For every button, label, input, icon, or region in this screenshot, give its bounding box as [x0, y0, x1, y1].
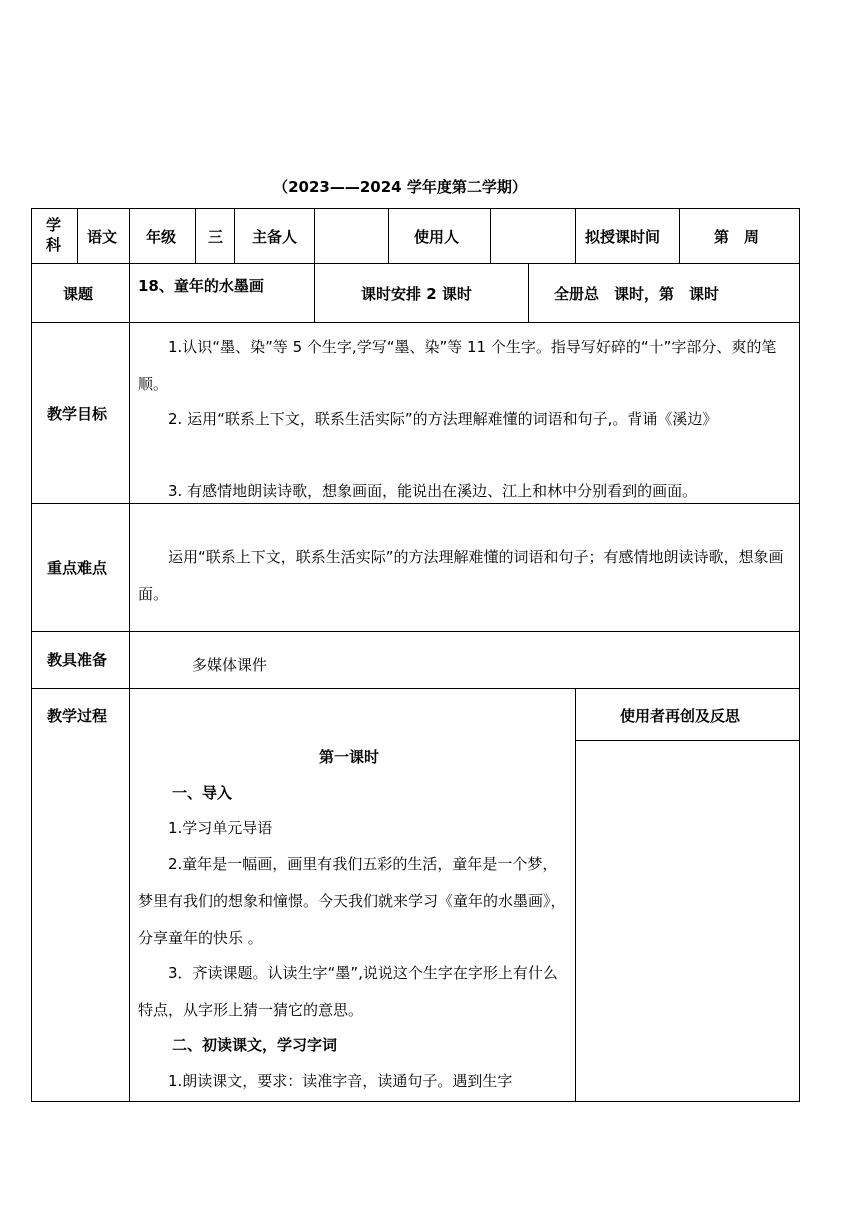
- key-points-label: 重点难点: [47, 559, 108, 577]
- process-paragraph-3: 3．齐读课题。认读生字“墨”,说说这个生字在字形上有什么特点，从字形上猜一猜它的意思。: [138, 964, 558, 1019]
- col-divider: [129, 322, 130, 1101]
- col-divider: [575, 209, 576, 263]
- preparer-label: 主备人: [252, 228, 298, 246]
- schedule-text: 课时安排 2 课时: [361, 285, 472, 303]
- key-points-text: 运用“联系上下文，联系生活实际”的方法理解难懂的词语和句子；有感情地朗读诗歌，想象画面。: [138, 548, 784, 603]
- row-divider: [575, 740, 799, 741]
- period-title: 第一课时: [319, 748, 380, 766]
- goal-item-2: 2. 运用“联系上下文，联系生活实际”的方法理解难懂的词语和句子,。背诵《溪边》: [168, 410, 718, 428]
- topic-label: 课题: [63, 285, 94, 303]
- subject-label: 学科: [46, 216, 62, 254]
- section-intro-heading: 一、导入: [172, 784, 233, 802]
- goal-item-1: 1.认识“墨、染”等 5 个生字,学写“墨、染”等 11 个生字。指导写好碎的“十”字部分、爽的笔顺。: [138, 338, 777, 393]
- subject-value: 语文: [87, 228, 118, 246]
- col-divider: [388, 209, 389, 263]
- process-paragraph-4: 1.朗读课文，要求：读准字音，读通句子。遇到生字: [168, 1072, 513, 1090]
- grade-value: 三: [208, 228, 224, 246]
- reflection-label: 使用者再创及反思: [620, 707, 741, 725]
- col-divider: [490, 209, 491, 263]
- col-divider: [575, 688, 576, 1101]
- grade-label: 年级: [146, 228, 177, 246]
- row-divider: [32, 322, 799, 323]
- time-label: 拟授课时间: [585, 228, 661, 246]
- process-paragraph-2: 2.童年是一幅画，画里有我们五彩的生活，童年是一个梦，梦里有我们的想象和憧憬。今天我们就来学习《童年的水墨画》，分享童年的快乐 。: [138, 855, 566, 947]
- col-divider: [129, 209, 130, 322]
- process-label: 教学过程: [47, 707, 108, 725]
- materials-label: 教具准备: [47, 651, 108, 669]
- goal-item-3: 3. 有感情地朗读诗歌，想象画面，能说出在溪边、江上和林中分别看到的画面。: [168, 482, 698, 500]
- row-divider: [32, 631, 799, 632]
- goals-label: 教学目标: [47, 405, 108, 423]
- materials-text: 多媒体课件: [192, 656, 268, 674]
- col-divider: [528, 263, 529, 322]
- school-year-title: （2023——2024 学年度第二学期）: [273, 178, 527, 196]
- section-reading-heading: 二、初读课文，学习字词: [172, 1036, 338, 1054]
- lesson-plan-table: [31, 208, 800, 1102]
- col-divider: [679, 209, 680, 263]
- col-divider: [77, 209, 78, 263]
- total-periods-text: 全册总 课时，第 课时: [554, 285, 720, 303]
- col-divider: [195, 209, 196, 263]
- user-label: 使用人: [414, 228, 460, 246]
- week-value: 第 周: [714, 228, 760, 246]
- row-divider: [32, 688, 799, 689]
- row-divider: [32, 263, 799, 264]
- process-paragraph-1: 1.学习单元导语: [168, 819, 273, 837]
- col-divider: [314, 209, 315, 322]
- topic-value: 18、童年的水墨画: [138, 277, 264, 295]
- col-divider: [234, 209, 235, 263]
